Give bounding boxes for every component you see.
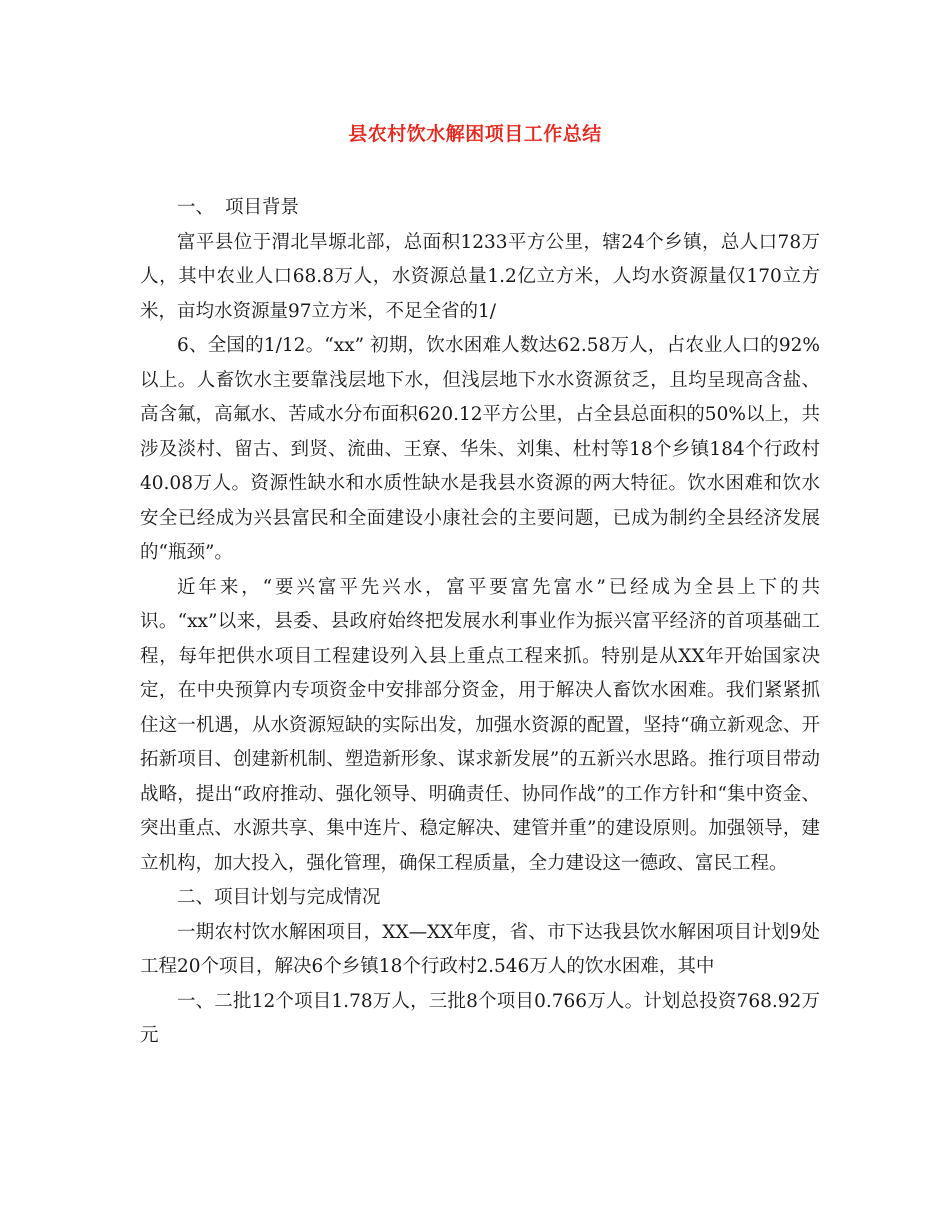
paragraph-5: 一、二批12个项目1.78万人，三批8个项目0.766万人。计划总投资768.92万元	[140, 990, 820, 1046]
paragraph-3: 近年来，“要兴富平先兴水，富平要富先富水”已经成为全县上下的共识。“xx”以来，县委、县政府始终把发展水利事业作为振兴富平经济的首项基础工程，每年把供水项目工程建设列入县上重点工程来抓。特别是从XX年开始国家决定，在中央预算内专项资金中安排部分资金，用于解决人畜饮水困难。我们紧紧抓住这一机遇，从水资源短缺的实际出发，加强水资源的配置，坚持“确立新观念、开拓新项目、创建新机制、塑造新形象、谋求新发展”的五新兴水思路。推行项目带动战略，提出“政府推动、强化领导、明确责任、协同作战”的工作方针和“集中资金、突出重点、水源共享、集中连片、稳定解决、建管并重”的建设原则。加强领导，建立机构，加大投入，强化管理，确保工程质量，全力建设这一德政、富民工程。	[140, 576, 820, 874]
paragraph-1: 富平县位于渭北旱塬北部，总面积1233平方公里，辖24个乡镇，总人口78万人，其中农业人口68.8万人，水资源总量1.2亿立方米，人均水资源量仅170立方米，亩均水资源量97立方米，不足全省的1/	[140, 231, 820, 322]
paragraph-4: 一期农村饮水解困项目，XX—XX年度，省、市下达我县饮水解困项目计划9处工程20个项目，解决6个乡镇18个行政村2.546万人的饮水困难，其中	[140, 921, 820, 977]
document-body	[140, 191, 820, 1054]
section-number: 一、	[177, 197, 215, 218]
paragraph-2: 6、全国的1/12。“xx” 初期，饮水困难人数达62.58万人，占农业人口的92%以上。人畜饮水主要靠浅层地下水，但浅层地下水水资源贫乏，且均呈现高含盐、高含氟，高氟水、苦咸水分布面积620.12平方公里，占全县总面积的50%以上，共涉及淡村、留古、到贤、流曲、王寮、华朱、刘集、杜村等18个乡镇184个行政村40.08万人。资源性缺水和水质性缺水是我县水资源的两大特征。饮水困难和饮水安全已经成为兴县富民和全面建设小康社会的主要问题，已成为制约全县经济发展的“瓶颈”。	[140, 335, 820, 563]
section-title: 项目背景	[225, 197, 300, 218]
document-title: 县农村饮水解困项目工作总结	[348, 123, 602, 145]
section-heading-plan: 二、项目计划与完成情况	[177, 887, 381, 908]
section-heading-background	[140, 191, 820, 226]
